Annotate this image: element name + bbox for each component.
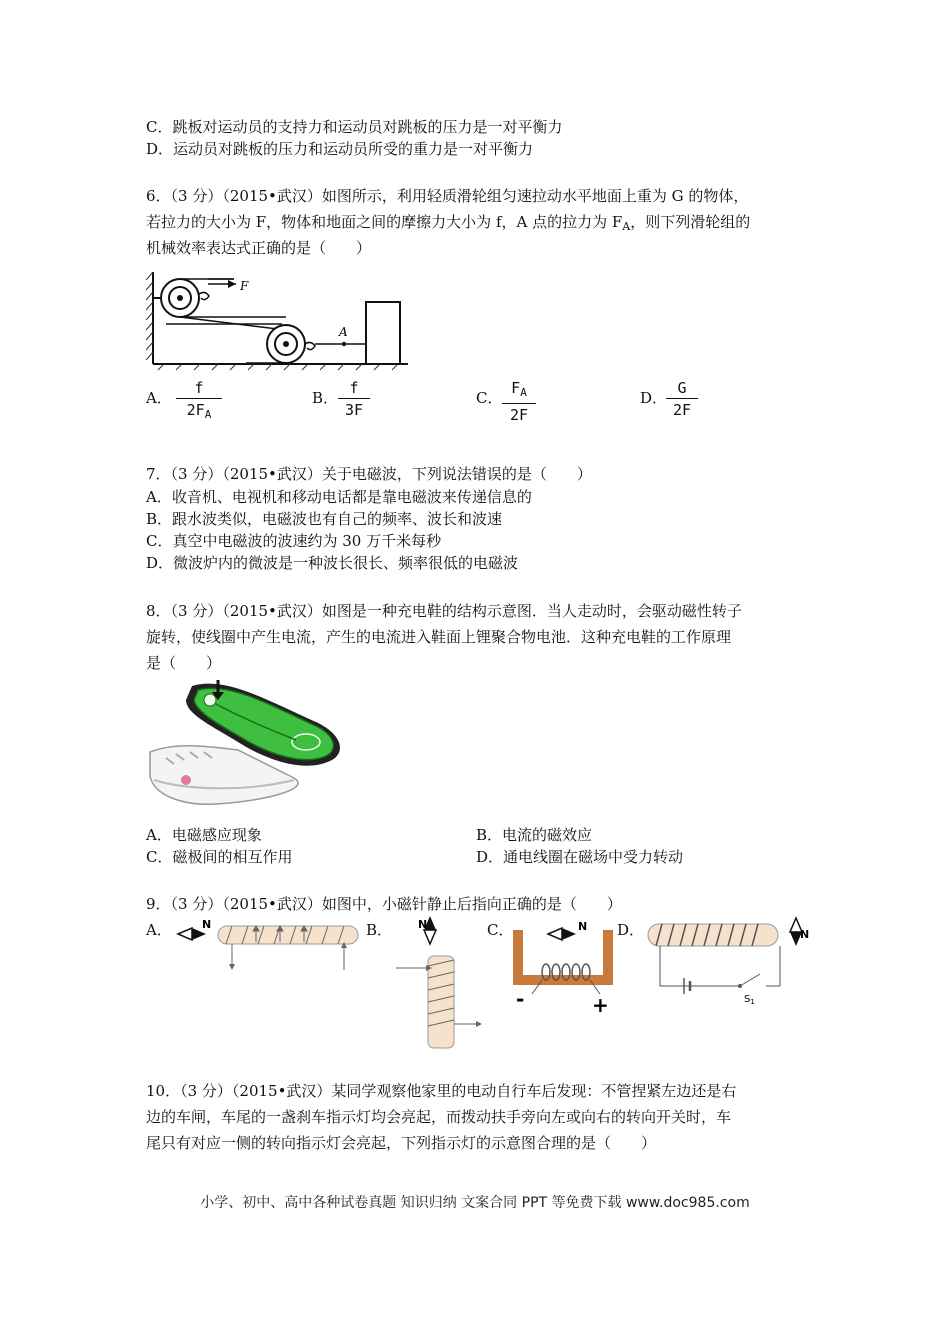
q9-option-a-label: A．	[146, 921, 172, 939]
svg-text:N: N	[202, 918, 212, 931]
svg-text:-: -	[516, 987, 525, 1011]
svg-text:N: N	[800, 928, 810, 941]
q8-stem-line1: 8．（3 分）（2015•武汉）如图是一种充电鞋的结构示意图．当人走动时，会驱动磁性转子	[146, 602, 742, 620]
q6-option-d-fraction: $\frac{G}{2F}$	[666, 378, 698, 421]
q6-option-c-fraction: $\frac{F_A}{2F}$	[502, 378, 536, 426]
svg-text:S1: $S_1$	[744, 994, 755, 1004]
svg-text:+: +	[592, 993, 609, 1014]
q7-option-d: D．微波炉内的微波是一种波长很长、频率很低的电磁波	[146, 554, 519, 572]
q9-figure-a	[176, 914, 368, 978]
q7-stem: 7．（3 分）（2015•武汉）关于电磁波，下列说法错误的是（ ）	[146, 465, 592, 483]
q7-option-c: C．真空中电磁波的波速约为 30 万千米每秒	[146, 532, 442, 550]
q7-option-b: B．跟水波类似，电磁波也有自己的频率、波长和波速	[146, 510, 503, 528]
q6-option-d-letter: D．	[640, 389, 668, 407]
q6-option-c-letter: C．	[476, 389, 503, 407]
svg-text:N: N	[418, 918, 428, 931]
q9-stem: 9．（3 分）（2015•武汉）如图中，小磁针静止后指向正确的是（ ）	[146, 895, 622, 913]
q10-stem-line2: 边的车闸，车尾的一盏刹车指示灯均会亮起，而拨动扶手旁向左或向右的转向开关时，车	[146, 1108, 732, 1126]
q10-stem-line1: 10．（3 分）（2015•武汉）某同学观察他家里的电动自行车后发现：不管捏紧左边还是右	[146, 1082, 737, 1100]
q8-stem-line3: 是（ ）	[146, 654, 222, 672]
q9-option-b-label: B．	[366, 921, 393, 939]
q8-option-a: A．电磁感应现象	[146, 826, 262, 844]
q6-option-a-letter: A．	[146, 389, 172, 407]
q5-option-c: C．跳板对运动员的支持力和运动员对跳板的压力是一对平衡力	[146, 118, 563, 136]
page-footer: 小学、初中、高中各种试卷真题 知识归纳 文案合同 PPT 等免费下载 www.doc985.com	[200, 1195, 750, 1211]
q7-option-a: A．收音机、电视机和移动电话都是靠电磁波来传递信息的	[146, 488, 532, 506]
svg-text:N: N	[578, 920, 588, 933]
q6-option-a-fraction: $\frac{f}{2F_A}$	[176, 378, 222, 426]
q6-stem-line2: 若拉力的大小为 F，物体和地面之间的摩擦力大小为 f，A 点的拉力为 $F_A$，则下列滑轮组的	[146, 213, 751, 233]
q10-stem-line3: 尾只有对应一侧的转向指示灯会亮起，下列指示灯的示意图合理的是（ ）	[146, 1134, 657, 1152]
q6-stem-line3: 机械效率表达式正确的是（ ）	[146, 239, 372, 257]
q8-option-c: C．磁极间的相互作用	[146, 848, 293, 866]
q9-option-c-label: C．	[487, 921, 514, 939]
force-label-f: F	[240, 279, 249, 293]
q6-stem-line1: 6．（3 分）（2015•武汉）如图所示，利用轻质滑轮组匀速拉动水平地面上重为 G 的物体，	[146, 187, 749, 205]
q6-option-b-letter: B．	[312, 389, 339, 407]
q5-option-d: D．运动员对跳板的压力和运动员所受的重力是一对平衡力	[146, 140, 534, 158]
q9-option-d-label: D．	[617, 921, 645, 939]
charging-shoe-figure	[146, 680, 346, 818]
q9-figure-d	[640, 914, 812, 1004]
q8-stem-line2: 旋转，使线圈中产生电流，产生的电流进入鞋面上锂聚合物电池．这种充电鞋的工作原理	[146, 628, 732, 646]
q6-option-b-fraction: $\frac{f}{3F}$	[338, 378, 370, 421]
point-label-a: A	[339, 325, 348, 339]
q8-option-d: D．通电线圈在磁场中受力转动	[476, 848, 684, 866]
q9-figure-c	[512, 914, 616, 1014]
q9-figure-b	[390, 914, 482, 1054]
q8-option-b: B．电流的磁效应	[476, 826, 593, 844]
pulley-system-figure	[146, 266, 416, 382]
